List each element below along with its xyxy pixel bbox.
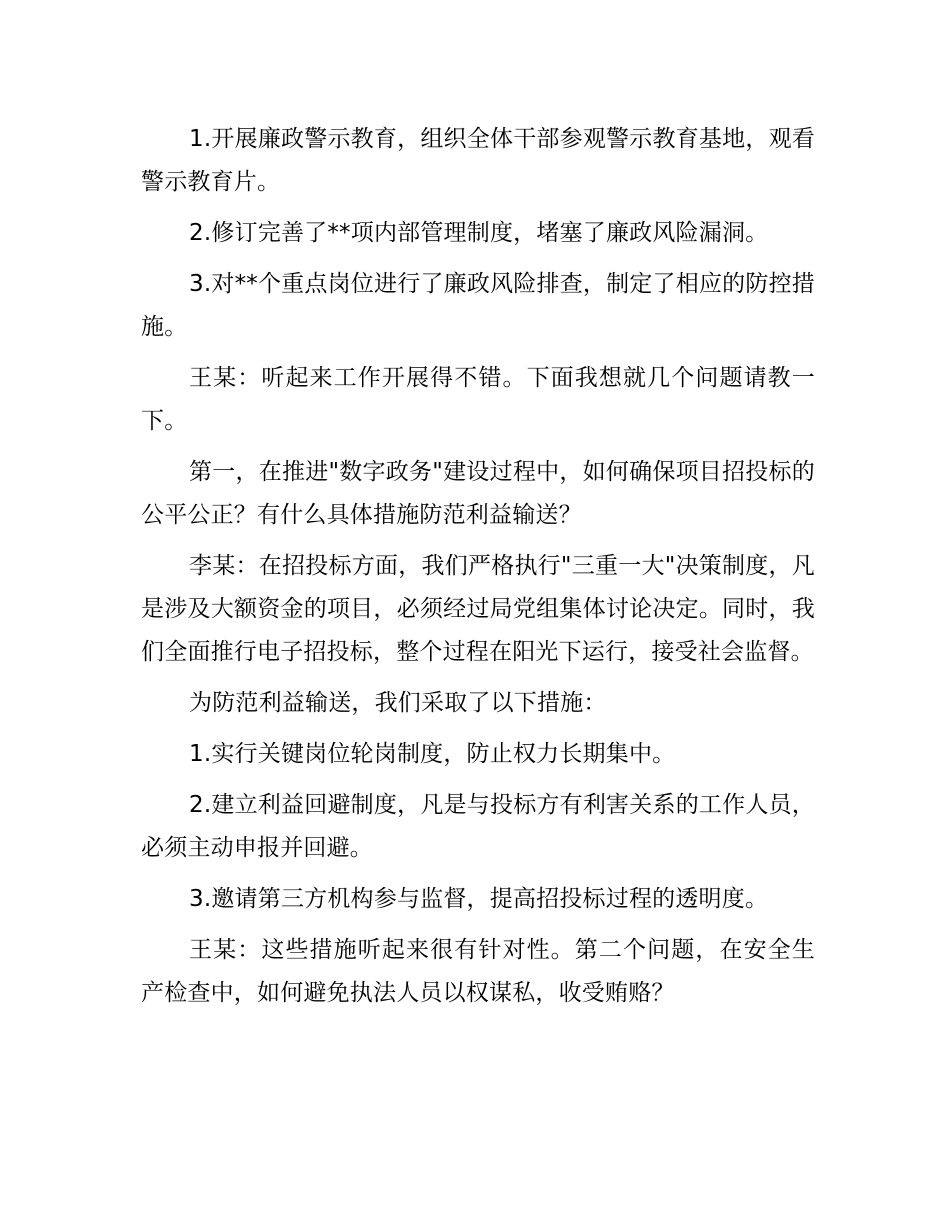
paragraph-measure-1: 1.开展廉政警示教育，组织全体干部参观警示教育基地，观看警示教育片。 [141, 126, 815, 195]
paragraph-measure-third-party: 3.邀请第三方机构参与监督，提高招投标过程的透明度。 [189, 886, 769, 912]
paragraph-measure-rotation: 1.实行关键岗位轮岗制度，防止权力长期集中。 [189, 741, 676, 767]
paragraph-measure-3: 3.对**个重点岗位进行了廉政风险排查，制定了相应的防控措施。 [141, 271, 815, 340]
paragraph-measure-recusal: 2.建立利益回避制度，凡是与投标方有利害关系的工作人员，必须主动申报并回避。 [141, 792, 815, 861]
document-page [141, 118, 815, 1023]
paragraph-measure-2: 2.修订完善了**项内部管理制度，堵塞了廉政风险漏洞。 [189, 220, 769, 246]
paragraph-question-2: 王某：这些措施听起来很有针对性。第二个问题，在安全生产检查中，如何避免执法人员以权谋私，收受贿赂？ [141, 937, 815, 1006]
paragraph-question-1: 第一，在推进"数字政务"建设过程中，如何确保项目招投标的公平公正？有什么具体措施防范利益输送？ [141, 459, 815, 528]
paragraph-measures-intro: 为防范利益输送，我们采取了以下措施： [189, 690, 607, 716]
paragraph-wang-intro: 王某：听起来工作开展得不错。下面我想就几个问题请教一下。 [141, 365, 815, 434]
paragraph-li-answer: 李某：在招投标方面，我们严格执行"三重一大"决策制度，凡是涉及大额资金的项目，必须经过局党组集体讨论决定。同时，我们全面推行电子招投标，整个过程在阳光下运行，接受社会监督。 [141, 553, 815, 665]
